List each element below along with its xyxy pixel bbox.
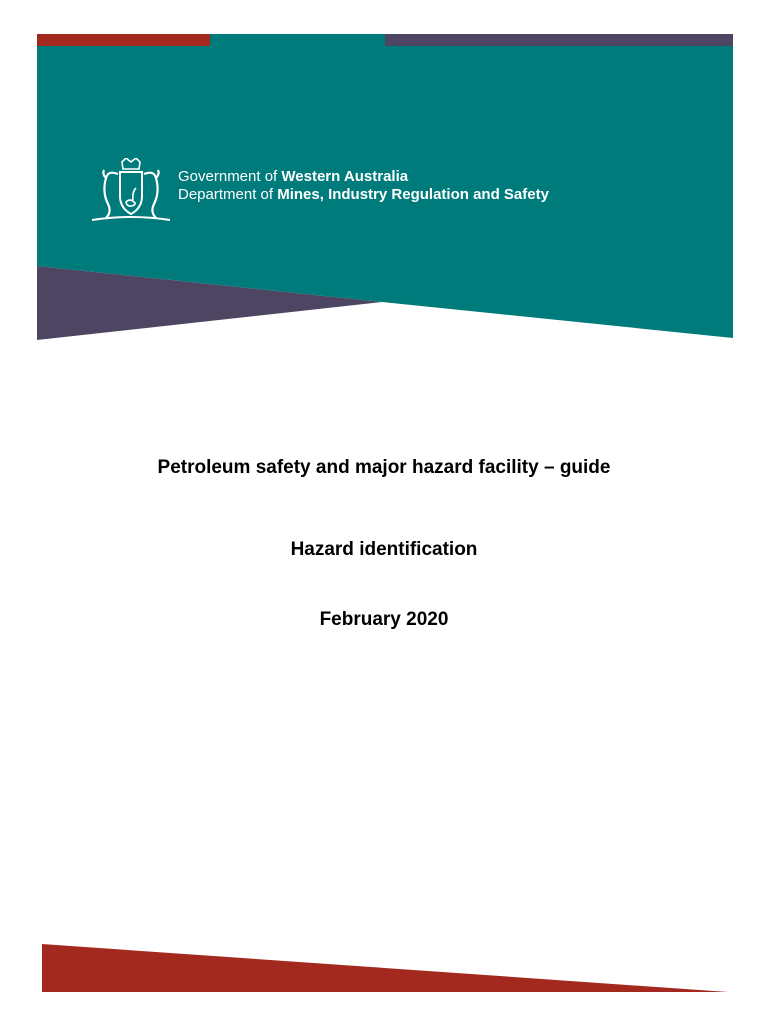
org-line-government (178, 168, 549, 186)
org-line2-prefix: Department of (178, 186, 278, 203)
org-line-department (178, 186, 549, 204)
wa-coat-of-arms-icon (88, 158, 174, 224)
org-line2-bold: Mines, Industry Regulation and Safety (277, 186, 549, 203)
footer-band (42, 940, 728, 996)
title-block (0, 455, 768, 633)
organisation-name (178, 168, 549, 204)
footer-red-wedge (42, 944, 728, 992)
stripe-teal (210, 34, 385, 46)
org-line1-prefix: Government of (178, 168, 282, 185)
document-subtitle: Hazard identification (290, 539, 478, 560)
stripe-purple (385, 34, 733, 46)
org-line1-bold: Western Australia (281, 168, 409, 185)
document-date: February 2020 (319, 609, 449, 630)
stripe-red (37, 34, 210, 46)
document-title: Petroleum safety and major hazard facility – guide (157, 457, 611, 478)
top-color-stripes (37, 34, 733, 46)
